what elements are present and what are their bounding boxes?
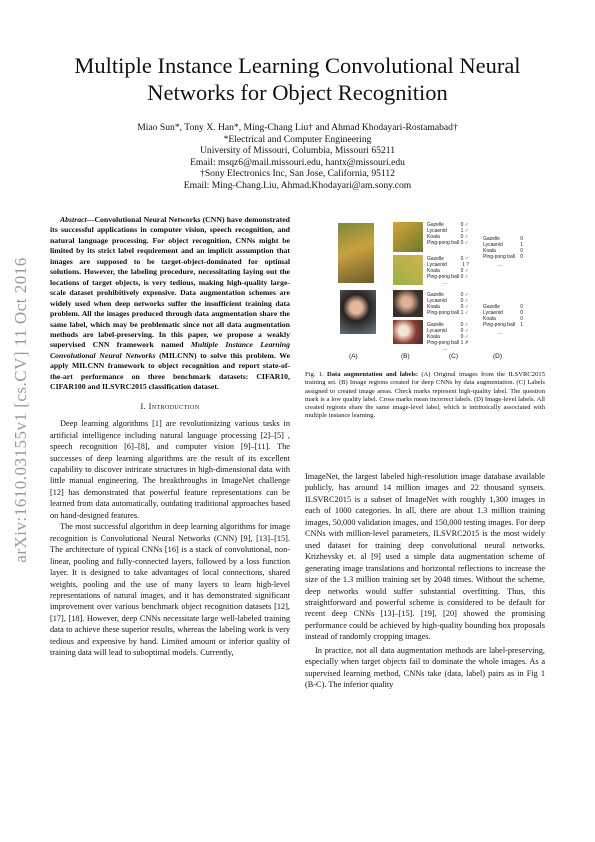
author-block [40, 122, 555, 192]
title-line-2: Networks for Object Recognition [147, 80, 448, 105]
caption-bold: Data augmentation and labels: [326, 371, 419, 378]
right-paragraph-2: In practice, not all data augmentation methods are label-preserving, especially when target objects fail to dominate the whole images. As a supervised learning method, CNNs take (data, label) pairs as in Fig 1 (B-C). The inferior quality [305, 645, 545, 690]
cross-icon: ✗ [464, 340, 469, 346]
abstract-italic: Multiple Instance Learning Convolutional Neural Networks [50, 340, 290, 360]
panel-label-d: (D) [493, 353, 503, 360]
abstract-label: Abstract [60, 215, 87, 224]
class-name: Gazelle [483, 236, 500, 242]
value: 0 [460, 292, 464, 298]
label-row [427, 240, 469, 246]
email-2: Email: Ming-Chang.Liu, Ahmad.Khodayari@am.sony.com [183, 179, 412, 191]
class-name: Ping-pong ball [483, 254, 515, 260]
question-mark-icon: ? [466, 262, 469, 268]
check-icon: ✓ [464, 322, 469, 328]
value: 0 [460, 328, 464, 334]
check-icon: ✓ [464, 274, 469, 280]
label-row [483, 254, 523, 260]
photo-butterfly-crop-2 [393, 255, 423, 285]
c-label-list [427, 322, 469, 346]
label-value: 0 [520, 316, 523, 322]
photo-butterfly-crop-1 [393, 222, 423, 252]
label-value [461, 340, 469, 346]
left-column [50, 215, 290, 659]
abstract [50, 215, 290, 393]
class-name: Gazelle [427, 292, 444, 298]
class-name: Gazelle [427, 222, 444, 228]
caption-label: Fig. 1. [305, 371, 324, 378]
label-value: 0 [520, 310, 523, 316]
c-label-list [427, 256, 469, 280]
title-line-1: Multiple Instance Learning Convolutional Neural [74, 53, 521, 78]
class-name: Lycaenid [483, 310, 503, 316]
label-value: 0 [520, 236, 523, 242]
affiliation-1: *Electrical and Computer Engineering [223, 133, 372, 145]
affiliation-3: †Sony Electronics Inc, San Jose, California, 95112 [200, 168, 395, 180]
label-value: 1 [520, 242, 523, 248]
value: 0 [460, 304, 464, 310]
intro-paragraph-2: The most successful algorithm in deep learning algorithms for image recognition is Convolutional Neural Networks (CNN) [9], [13]–[15]. The architecture of typical CNNs [16] is a stack of convolutional, non-linear, pooling and fully-connected layers, followed by a loss function layer. It is designed to take advantages of local connections, shared weights, pooling and the use of many layers to learn high-level representations of natural images, and it has demonstrated significant improvement over various benchmark object recognition datasets [12], [17], [18]. However, deep CNNs necessitate large well-labeled training data to achieve these superior results, whereas the labeling work is very tedious and expensive by hand. Limited amount or inferior quality of training data will lead to suboptimal models. Currently, [50, 522, 290, 658]
check-icon: ✓ [464, 304, 469, 310]
label-value [461, 310, 469, 316]
class-name: Gazelle [483, 304, 500, 310]
figure-1 [305, 218, 545, 363]
check-icon: ✓ [464, 268, 469, 274]
class-name: Ping-pong ball [427, 274, 459, 280]
panel-label-b: (B) [401, 353, 410, 360]
value: 0 [460, 322, 464, 328]
section-heading: I. Introduction [140, 401, 200, 411]
caption-text: (A) Original images from the ILSVRC2015 training set. (B) Image regions created for deep CNNs by data augmentation. (C) Labels assigned to created image areas. Check marks represent high-quality label. The question mark is a low quality label. Cross marks mean incorrect labels. (D) Image-level labels. All created regions share the same image-level label, which is intrinsically associated with multiple instance learning. [305, 371, 545, 420]
label-row [427, 340, 469, 346]
d-label-list [483, 236, 523, 260]
class-name: Koala [427, 334, 440, 340]
value: 0 [460, 274, 464, 280]
value: 0 [460, 268, 464, 274]
check-icon: ✓ [464, 334, 469, 340]
class-name: Ping-pong ball [483, 322, 515, 328]
check-icon: ✓ [464, 310, 469, 316]
value: 0 [460, 256, 464, 262]
label-value: 0 [520, 248, 523, 254]
class-name: Koala [427, 268, 440, 274]
check-icon: ✓ [464, 234, 469, 240]
label-value [461, 274, 469, 280]
value: 0 [460, 234, 464, 240]
label-row [483, 322, 523, 328]
c-label-list [427, 292, 469, 316]
value: 0 [460, 240, 464, 246]
c-ellipsis: ... [443, 346, 448, 352]
label-value: 0 [520, 304, 523, 310]
panel-label-a: (A) [349, 353, 358, 360]
arxiv-stamp-text: arXiv:1610.03155v1 [cs.CV] 11 Oct 2016 [11, 257, 30, 563]
value: 0 [460, 222, 464, 228]
class-name: Ping-pong ball [427, 340, 459, 346]
figure-caption [305, 371, 545, 421]
value: 1 [460, 340, 464, 346]
right-column [305, 471, 545, 691]
label-row [427, 310, 469, 316]
abstract-text-1: —Convolutional Neural Networks (CNN) have demonstrated its successful applications in computer vision, speech recognition, and natural language processing. For object recognition, CNNs might be limited by its strict label requirement and an implicit assumption that images are supposed to be target-object-dominated for optimal solutions. However, the labeling procedure, necessitating laying out the locations of target objects, is very tedious, making high-quality large-scale dataset prohibitively expensive. Data augmentation schemes are widely used when deep networks suffer the insufficient training data problem. All the images produced through data augmentation share the same label, which may be problematic since not all data augmentation methods are label-preserving. In this paper, we propose a weakly supervised CNN framework named [50, 215, 290, 350]
photo-pingpong-crop-1 [393, 290, 423, 317]
panel-label-c: (C) [449, 353, 459, 360]
value: 1 [460, 310, 464, 316]
class-name: Lycaenid [427, 328, 447, 334]
check-icon: ✓ [464, 298, 469, 304]
paper-title [40, 52, 555, 106]
check-icon: ✓ [464, 240, 469, 246]
abstract-text-2: (MILCNN) to solve this problem. We apply MILCNN framework to object recognition and report state-of-the-art performance on three benchmark datasets: CIFAR10, CIFAR100 and ILSVRC2015 classification dataset. [50, 350, 291, 392]
class-name: Ping-pong ball [427, 310, 459, 316]
check-icon: ✓ [464, 228, 469, 234]
class-name: Koala [427, 234, 440, 240]
d-ellipsis: ... [498, 262, 503, 268]
check-icon: ✓ [464, 292, 469, 298]
arxiv-stamp [6, 200, 36, 620]
author-names: Miao Sun*, Tony X. Han*, Ming-Chang Liu† and Ahmad Khodayari-Rostamabad† [137, 122, 458, 133]
photo-pingpong-original [340, 290, 376, 334]
value: 0 [460, 334, 464, 340]
d-label-list [483, 304, 523, 328]
class-name: Koala [483, 316, 496, 322]
label-row [427, 274, 469, 280]
class-name: Gazelle [427, 322, 444, 328]
intro-paragraph-1: Deep learning algorithms [1] are revolutionizing various tasks in artificial intelligence including natural language processing [2]–[5] , speech recognition [6]–[8], and computer vision [9]–[11]. The successes of deep learning algorithms are the result of its excellent capability to discover intricate structures in high-dimensional data with little manual engineering. The breakthroughs in ImageNet challenge [12] has demonstrated that powerful feature representations can be learned from data automatically, outdating traditional approaches based on hand-designed features. [50, 419, 290, 520]
value: 1 [460, 228, 464, 234]
label-value: 0 [520, 254, 523, 260]
class-name: Lycaenid [483, 242, 503, 248]
class-name: Lycaenid [427, 228, 447, 234]
check-icon: ✓ [464, 222, 469, 228]
affiliation-2: University of Missouri, Columbia, Missouri 65211 [200, 145, 395, 157]
c-label-list [427, 222, 469, 246]
check-icon: ✓ [464, 328, 469, 334]
d-ellipsis: ... [498, 330, 503, 336]
label-value: 1 [520, 322, 523, 328]
right-paragraph-1: ImageNet, the largest labeled high-resolution image database available publicly, has around 14 million images and 22 thousand synsets. ILSVRC2015 is a subset of ImageNet with roughly 1,300 images in each of 1000 categories. In all, there are about 1.3 million training images, 50,000 validation images, and 150,000 testing images. For deep CNNs with million-level parameters, ILSVRC2015 is the most widely used dataset for training deep convolutional neural networks. Krizhevsky et. al [9] used a simple data augmentation scheme of generating image translations and horizontal reflections to increase the size of the 1.3 million training set by 2048 times. Without the scheme, deep networks would suffer substantial overfitting. Thus, this straightforward and powerful scheme is considered to be default for recent deep CNNs [13]–[15]. [19], [20] showed the promising performance could be achieved by high-quality bounding box proposals instead of randomly cropping images. [305, 472, 545, 642]
c-ellipsis: ... [443, 280, 448, 286]
class-name: Koala [427, 304, 440, 310]
class-name: Gazelle [427, 256, 444, 262]
value: 0 [460, 298, 464, 304]
check-icon: ✓ [464, 256, 469, 262]
class-name: Koala [483, 248, 496, 254]
value: 1 [462, 262, 465, 268]
email-1: Email: msqz6@mail.missouri.edu, hantx@missouri.edu [190, 156, 405, 168]
class-name: Lycaenid [427, 262, 447, 268]
photo-pingpong-crop-2 [393, 320, 423, 344]
photo-butterfly-original [338, 223, 374, 283]
label-value [461, 240, 469, 246]
class-name: Ping-pong ball [427, 240, 459, 246]
class-name: Lycaenid [427, 298, 447, 304]
